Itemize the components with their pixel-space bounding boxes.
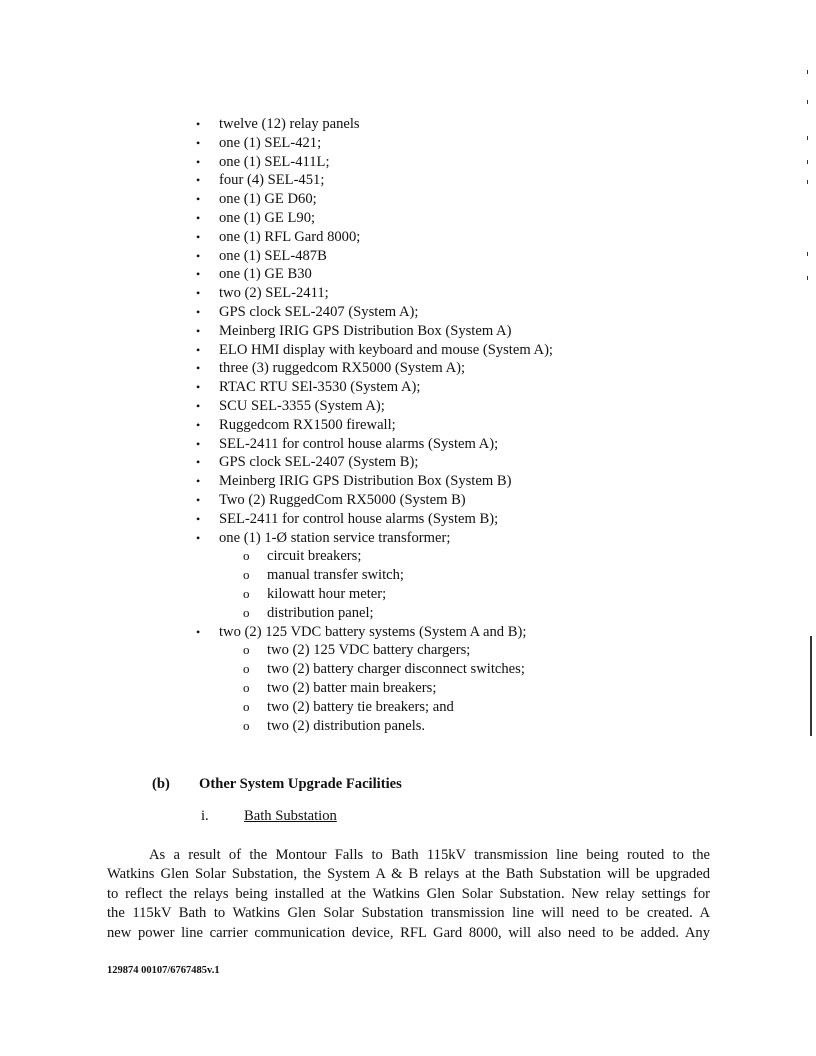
bullet-icon: • (196, 361, 201, 376)
bullet-icon: • (196, 511, 201, 526)
bullet-icon: • (196, 436, 201, 451)
list-item-text: RTAC RTU SEl-3530 (System A); (219, 379, 421, 396)
scan-edge-mark (810, 636, 812, 736)
bullet-icon: • (196, 624, 201, 639)
list-item-text: one (1) SEL-487B (219, 247, 327, 264)
sub-bullet-icon: o (243, 585, 250, 601)
bullet-icon: • (196, 117, 201, 131)
scan-edge-mark (807, 100, 808, 104)
bullet-icon: • (196, 229, 201, 244)
sub-bullet-icon: o (243, 698, 250, 714)
sub-bullet-icon: o (243, 679, 250, 695)
list-item-text: one (1) GE D60; (219, 191, 317, 208)
list-item-text: two (2) 125 VDC battery systems (System A and B); (219, 623, 527, 640)
bullet-icon: • (196, 192, 201, 207)
bullet-icon: • (196, 380, 201, 395)
list-item-text: three (3) ruggedcom RX5000 (System A); (219, 360, 466, 377)
bullet-icon: • (196, 304, 201, 319)
list-item-text: one (1) SEL-421; (219, 134, 322, 151)
list-item-text: one (1) SEL-411L; (219, 153, 330, 170)
section-title: Other System Upgrade Facilities (199, 776, 402, 792)
subsection-title: Bath Substation (244, 808, 337, 824)
bullet-icon: • (196, 530, 201, 545)
bullet-icon: • (196, 248, 201, 263)
section-label: (b) (152, 776, 170, 792)
list-item-text: SCU SEL-3355 (System A); (219, 397, 385, 414)
scan-edge-mark (807, 70, 808, 74)
sub-bullet-icon: o (243, 717, 250, 733)
list-item-text: SEL-2411 for control house alarms (System B); (219, 510, 499, 527)
scan-edge-mark (807, 136, 808, 140)
list-item-text: kilowatt hour meter; (267, 585, 387, 602)
bullet-icon: • (196, 417, 201, 432)
list-item-text: four (4) SEL-451; (219, 172, 325, 189)
list-item-text: one (1) 1-Ø station service transformer; (219, 529, 451, 546)
list-item-text: GPS clock SEL-2407 (System A); (219, 303, 419, 320)
list-item-text: one (1) RFL Gard 8000; (219, 228, 361, 245)
sub-bullet-icon: o (243, 604, 250, 620)
sub-bullet-icon: o (243, 567, 250, 583)
bullet-icon: • (196, 286, 201, 301)
list-item-text: two (2) 125 VDC battery chargers; (267, 642, 471, 659)
scan-edge-mark (807, 180, 808, 184)
list-item-text: two (2) SEL-2411; (219, 285, 329, 302)
list-item-text: ELO HMI display with keyboard and mouse (System A); (219, 341, 553, 358)
list-item-text: distribution panel; (267, 604, 374, 621)
paragraph-line: new power line carrier communication device, RFL Gard 8000, will also need to be added. Any (107, 924, 710, 941)
bullet-icon: • (196, 474, 201, 489)
list-item-text: two (2) battery tie breakers; and (267, 698, 454, 715)
bullet-icon: • (196, 135, 201, 150)
list-item-text: GPS clock SEL-2407 (System B); (219, 454, 419, 471)
paragraph-line: Watkins Glen Solar Substation, the System A & B relays at the Bath Substation will be upgraded (107, 866, 710, 883)
list-item-text: Meinberg IRIG GPS Distribution Box (System A) (219, 322, 512, 339)
sub-bullet-icon: o (243, 661, 250, 677)
bullet-icon: • (196, 267, 201, 282)
body-paragraph (107, 846, 710, 943)
sub-bullet-icon: o (243, 548, 250, 564)
scan-edge-mark (807, 252, 808, 256)
paragraph-line: As a result of the Montour Falls to Bath 115kV transmission line being routed to the (149, 847, 710, 863)
list-item-text: manual transfer switch; (267, 567, 404, 584)
document-footer-id: 129874 00107/6767485v.1 (107, 965, 220, 976)
list-item-text: Two (2) RuggedCom RX5000 (System B) (219, 491, 466, 508)
list-item-text: circuit breakers; (267, 548, 362, 565)
paragraph-line: to reflect the relays being installed at the Watkins Glen Solar Substation. New relay settings for (107, 885, 710, 902)
bullet-icon: • (196, 342, 201, 357)
list-item-text: Meinberg IRIG GPS Distribution Box (System B) (219, 473, 512, 490)
list-item-text: two (2) batter main breakers; (267, 679, 437, 696)
sub-bullet-icon: o (243, 642, 250, 658)
list-item-text: Ruggedcom RX1500 firewall; (219, 416, 396, 433)
scan-edge-mark (807, 276, 808, 280)
bullet-icon: • (196, 323, 201, 338)
bullet-icon: • (196, 455, 201, 470)
paragraph-line: the 115kV Bath to Watkins Glen Solar Substation transmission line will need to be created. A (107, 905, 710, 922)
scan-edge-mark (807, 160, 808, 164)
bullet-icon: • (196, 210, 201, 225)
list-item-text: one (1) GE B30 (219, 266, 312, 283)
list-item-text: one (1) GE L90; (219, 209, 316, 226)
bullet-icon: • (196, 173, 201, 188)
list-item-text: two (2) battery charger disconnect switches; (267, 661, 525, 678)
bullet-icon: • (196, 154, 201, 169)
list-item-text: SEL-2411 for control house alarms (System A); (219, 435, 499, 452)
bullet-icon: • (196, 398, 201, 413)
list-item-text: twelve (12) relay panels (219, 116, 360, 132)
subsection-number: i. (201, 808, 209, 824)
bullet-icon: • (196, 492, 201, 507)
list-item-text: two (2) distribution panels. (267, 717, 426, 734)
